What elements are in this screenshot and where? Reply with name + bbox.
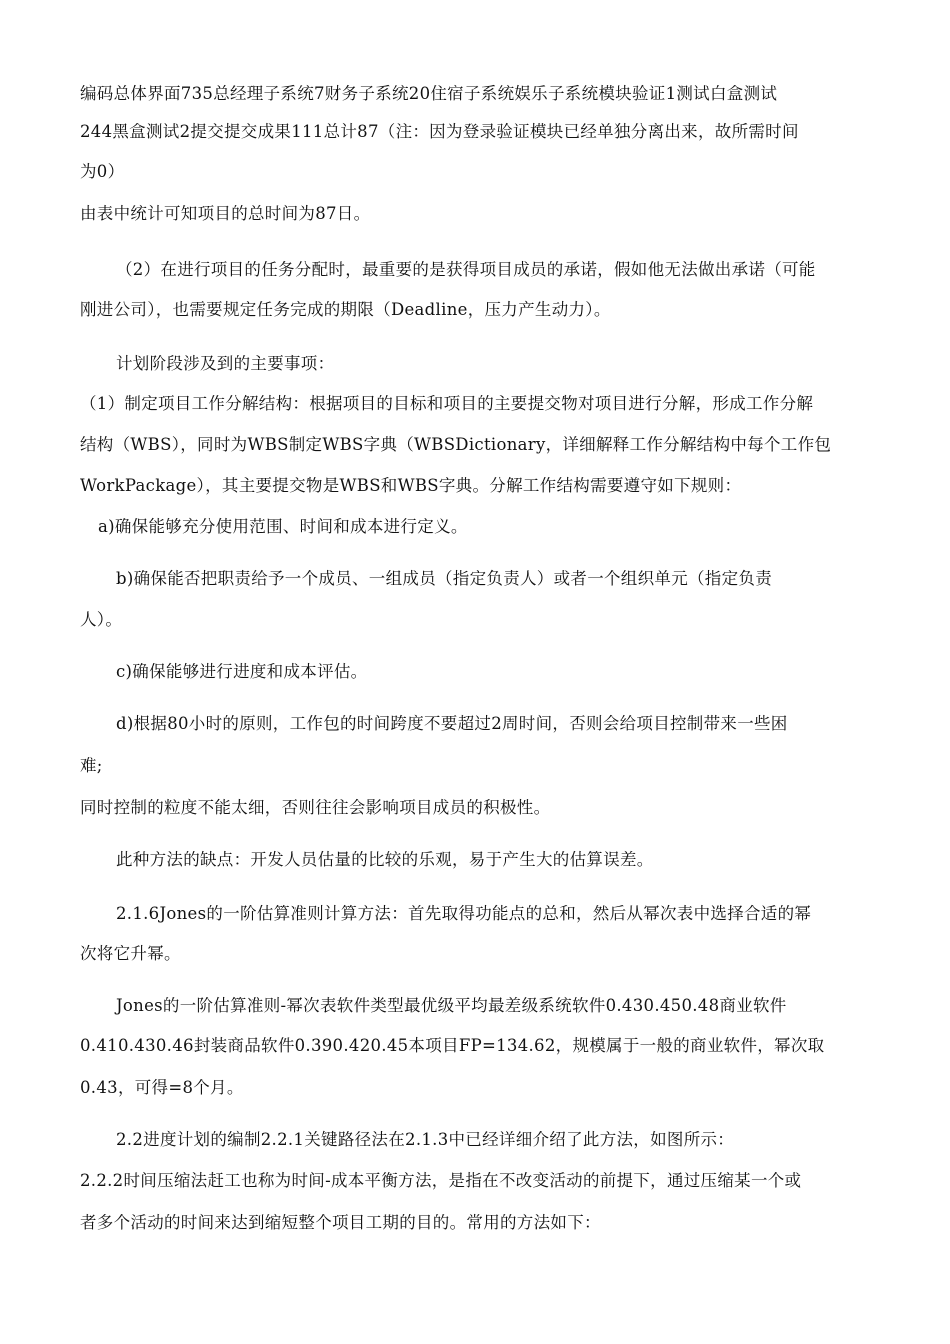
text-line: d)根据80小时的原则，工作包的时间跨度不要超过2周时间，否则会给项目控制带来一些困	[116, 714, 788, 733]
text-line: （2）在进行项目的任务分配时，最重要的是获得项目成员的承诺，假如他无法做出承诺（可能	[116, 260, 816, 279]
text-line: b)确保能否把职责给予一个成员、一组成员（指定负责人）或者一个组织单元（指定负责	[116, 569, 772, 588]
text-line: 刚进公司），也需要规定任务完成的期限（Deadline，压力产生动力）。	[80, 300, 611, 319]
text-line: 此种方法的缺点：开发人员估量的比较的乐观，易于产生大的估算误差。	[116, 850, 654, 869]
text-line: WorkPackage），其主要提交物是WBS和WBS字典。分解工作结构需要遵守如下规则：	[80, 476, 742, 495]
text-line: 为0）	[80, 162, 125, 181]
text-line: 编码总体界面735总经理子系统7财务子系统20住宿子系统娱乐子系统模块验证1测试白盒测试	[80, 84, 778, 103]
text-line: 者多个活动的时间来达到缩短整个项目工期的目的。常用的方法如下：	[80, 1213, 601, 1232]
text-line: 计划阶段涉及到的主要事项：	[116, 354, 335, 373]
text-line: 2.1.6Jones的一阶估算准则计算方法：首先取得功能点的总和，然后从幂次表中选择合适的幂	[116, 904, 812, 923]
text-line: 0.43，可得=8个月。	[80, 1078, 244, 1097]
text-line: 0.410.430.46封装商品软件0.390.420.45本项目FP=134.62，规模属于一般的商业软件，幂次取	[80, 1036, 825, 1055]
text-line: 2.2进度计划的编制2.2.1关键路径法在2.1.3中已经详细介绍了此方法，如图所示：	[116, 1130, 735, 1149]
text-line: 人）。	[80, 610, 123, 629]
text-line: 244黑盒测试2提交提交成果111总计87（注：因为登录验证模块已经单独分离出来，故所需时间	[80, 122, 799, 141]
text-line: （1）制定项目工作分解结构：根据项目的目标和项目的主要提交物对项目进行分解，形成工作分解	[80, 394, 814, 413]
text-line: 结构（WBS），同时为WBS制定WBS字典（WBSDictionary，详细解释工作分解结构中每个工作包	[80, 435, 832, 454]
text-line: Jones的一阶估算准则-幂次表软件类型最优级平均最差级系统软件0.430.450.48商业软件	[116, 996, 787, 1015]
text-line: c)确保能够进行进度和成本评估。	[116, 662, 368, 681]
text-line: 2.2.2时间压缩法赶工也称为时间-成本平衡方法，是指在不改变活动的前提下，通过压缩某一个或	[80, 1171, 802, 1190]
text-line: 次将它升幂。	[80, 944, 181, 963]
text-line: 同时控制的粒度不能太细，否则往往会影响项目成员的积极性。	[80, 798, 551, 817]
text-line: 难;	[80, 756, 103, 775]
text-line: 由表中统计可知项目的总时间为87日。	[80, 204, 371, 223]
text-line: a)确保能够充分使用范围、时间和成本进行定义。	[98, 517, 468, 536]
